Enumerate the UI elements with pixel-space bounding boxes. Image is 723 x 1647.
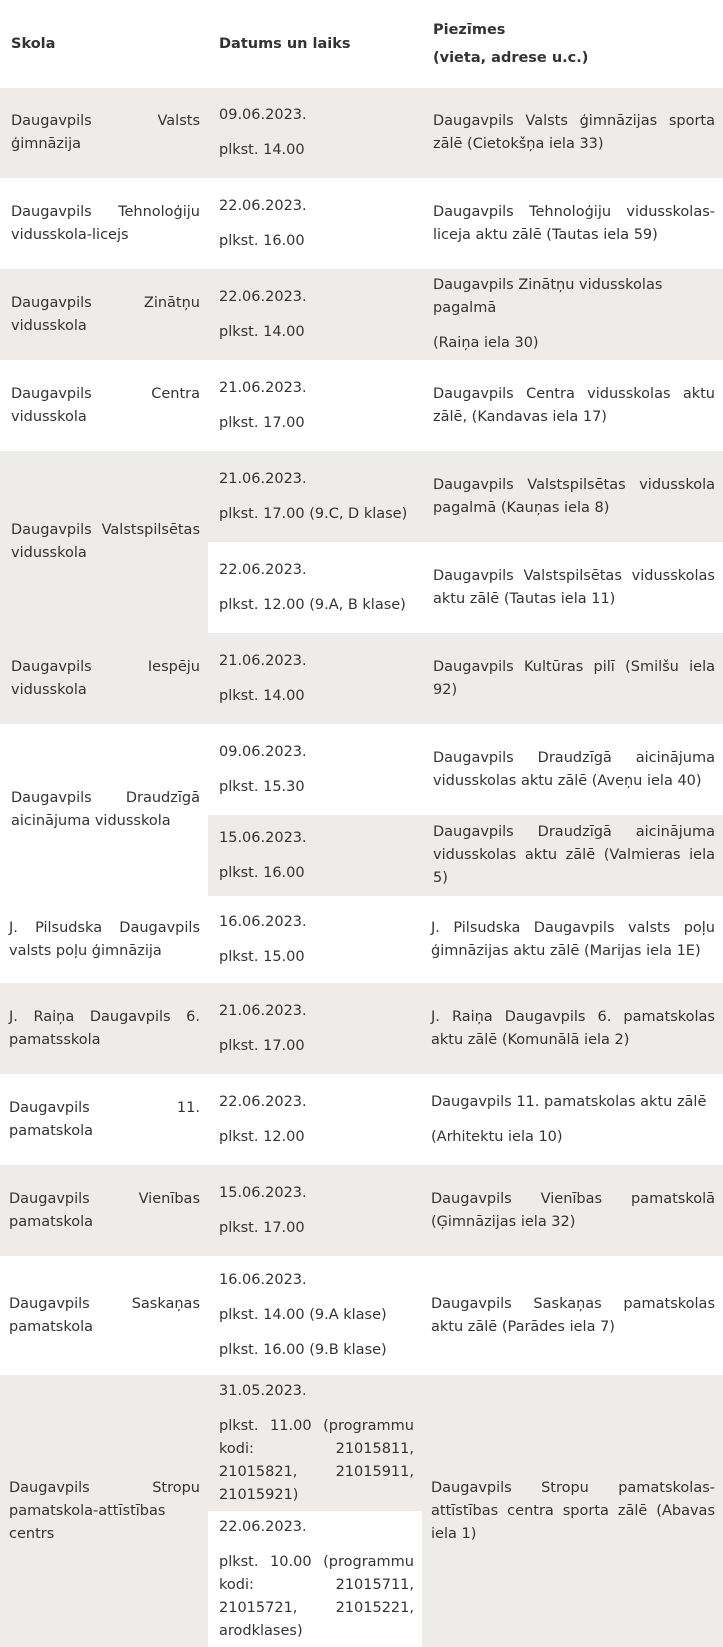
event-date: 09.06.2023. bbox=[219, 743, 307, 760]
table-row bbox=[0, 983, 723, 1074]
school-name: Daugavpils Zinātņu vidusskola bbox=[0, 269, 208, 360]
event-address: (Arhitektu iela 10) bbox=[431, 1128, 563, 1145]
school-name: J. Raiņa Daugavpils 6. pamatsskola bbox=[0, 983, 208, 1074]
event-time: plkst. 16.00 bbox=[219, 864, 305, 881]
event-place: Daugavpils Draudzīgā aicinājuma vidusskolas aktu zālē (Valmieras iela 5) bbox=[422, 815, 723, 896]
event-place: Daugavpils Valstspilsētas vidusskola pagalmā (Kauņas iela 8) bbox=[422, 451, 723, 542]
event-address: (Raiņa iela 30) bbox=[433, 335, 539, 351]
event-date: 22.06.2023. bbox=[219, 561, 307, 578]
table-row bbox=[0, 1074, 723, 1165]
school-name: Daugavpils Draudzīgā aicinājuma vidusskola bbox=[0, 724, 208, 896]
event-time: plkst. 14.00 (9.A klase) bbox=[219, 1307, 387, 1323]
table-row bbox=[0, 451, 723, 542]
event-date: 22.06.2023. bbox=[219, 288, 307, 305]
table-row bbox=[0, 178, 723, 269]
event-place: Daugavpils Valstspilsētas vidusskolas aktu zālē (Tautas iela 11) bbox=[422, 542, 723, 633]
event-time: plkst. 14.00 bbox=[219, 142, 305, 158]
header-notes-subtitle: (vieta, adrese u.c.) bbox=[433, 50, 589, 66]
event-time: plkst. 12.00 (9.A, B klase) bbox=[219, 596, 406, 613]
event-time: plkst. 10.00 (programmu kodi: 21015711, 21015721, 21015221, arodklases) bbox=[219, 1553, 414, 1639]
event-date: 21.06.2023. bbox=[219, 652, 307, 669]
date-time-cell bbox=[208, 88, 422, 178]
header-school: Skola bbox=[11, 36, 56, 52]
table-row bbox=[0, 724, 723, 815]
date-time-cell bbox=[208, 815, 422, 896]
event-time: plkst. 17.00 bbox=[219, 1219, 305, 1236]
event-time: plkst. 11.00 (programmu kodi: 21015811, 21015821, 21015911, 21015921) bbox=[219, 1417, 414, 1503]
event-place: Daugavpils Zinātņu vidusskolas pagalmā bbox=[433, 277, 663, 316]
school-name: Daugavpils Valsts ģimnāzija bbox=[0, 88, 208, 178]
date-time-cell bbox=[208, 724, 422, 815]
date-time-cell bbox=[208, 360, 422, 451]
event-place: Daugavpils Vienības pamatskolā (Ģimnāzijas iela 32) bbox=[422, 1165, 723, 1256]
event-place: Daugavpils Kultūras pilī (Smilšu iela 92) bbox=[422, 633, 723, 724]
school-name: Daugavpils Saskaņas pamatskola bbox=[0, 1256, 208, 1375]
school-name: J. Pilsudska Daugavpils valsts poļu ģimnāzija bbox=[0, 896, 208, 983]
event-date: 16.06.2023. bbox=[219, 913, 307, 930]
school-name: Daugavpils Valstspilsētas vidusskola bbox=[0, 451, 208, 633]
event-date: 22.06.2023. bbox=[219, 1093, 307, 1110]
table-header bbox=[0, 0, 723, 88]
table-row bbox=[0, 269, 723, 360]
date-time-cell bbox=[208, 633, 422, 724]
date-time-cell bbox=[208, 542, 422, 633]
date-time-cell bbox=[208, 1375, 422, 1511]
event-place: Daugavpils Centra vidusskolas aktu zālē, (Kandavas iela 17) bbox=[422, 360, 723, 451]
table-row bbox=[0, 360, 723, 451]
event-time: plkst. 14.00 bbox=[219, 323, 305, 340]
school-name: Daugavpils Iespēju vidusskola bbox=[0, 633, 208, 724]
event-time: plkst. 16.00 (9.B klase) bbox=[219, 1342, 387, 1358]
header-notes bbox=[422, 0, 723, 88]
date-time-cell bbox=[208, 269, 422, 360]
table-row bbox=[0, 88, 723, 178]
event-place: Daugavpils 11. pamatskolas aktu zālē bbox=[431, 1093, 707, 1110]
school-name: Daugavpils Tehnoloģiju vidusskola-licejs bbox=[0, 178, 208, 269]
table-row bbox=[0, 1256, 723, 1375]
school-name: Daugavpils 11. pamatskola bbox=[0, 1074, 208, 1165]
date-time-cell bbox=[208, 178, 422, 269]
date-time-cell bbox=[208, 983, 422, 1074]
event-place: J. Raiņa Daugavpils 6. pamatskolas aktu zālē (Komunālā iela 2) bbox=[422, 983, 723, 1074]
event-place-cell bbox=[422, 1074, 723, 1165]
event-date: 21.06.2023. bbox=[219, 379, 307, 396]
event-date: 22.06.2023. bbox=[219, 197, 307, 214]
event-date: 15.06.2023. bbox=[219, 1184, 307, 1201]
event-time: plkst. 17.00 (9.C, D klase) bbox=[219, 505, 408, 522]
date-time-cell bbox=[208, 1256, 422, 1375]
event-place-cell bbox=[422, 269, 723, 360]
event-date: 21.06.2023. bbox=[219, 470, 307, 487]
event-date: 09.06.2023. bbox=[219, 107, 307, 123]
event-date: 21.06.2023. bbox=[219, 1002, 307, 1019]
table-row bbox=[0, 633, 723, 724]
school-name: Daugavpils Centra vidusskola bbox=[0, 360, 208, 451]
table-row bbox=[0, 896, 723, 983]
date-time-cell bbox=[208, 1511, 422, 1647]
event-date: 16.06.2023. bbox=[219, 1272, 307, 1288]
event-time: plkst. 12.00 bbox=[219, 1128, 305, 1145]
event-time: plkst. 14.00 bbox=[219, 687, 305, 704]
event-time: plkst. 15.00 bbox=[219, 948, 305, 965]
event-place: Daugavpils Saskaņas pamatskolas aktu zālē (Parādes iela 7) bbox=[422, 1256, 723, 1375]
date-time-cell bbox=[208, 1165, 422, 1256]
event-time: plkst. 17.00 bbox=[219, 414, 305, 431]
event-place: Daugavpils Draudzīgā aicinājuma vidusskolas aktu zālē (Aveņu iela 40) bbox=[422, 724, 723, 815]
event-time: plkst. 16.00 bbox=[219, 232, 305, 249]
table-row bbox=[0, 1375, 723, 1511]
school-name: Daugavpils Vienības pamatskola bbox=[0, 1165, 208, 1256]
event-place: Daugavpils Stropu pamatskolas-attīstības centra sporta zālē (Abavas iela 1) bbox=[422, 1375, 723, 1647]
date-time-cell bbox=[208, 451, 422, 542]
header-notes-title: Piezīmes bbox=[433, 22, 506, 38]
header-datetime: Datums un laiks bbox=[219, 36, 351, 52]
event-time: plkst. 17.00 bbox=[219, 1037, 305, 1054]
event-date: 22.06.2023. bbox=[219, 1518, 307, 1535]
date-time-cell bbox=[208, 1074, 422, 1165]
event-place: Daugavpils Valsts ģimnāzijas sporta zālē (Cietokšņa iela 33) bbox=[422, 88, 723, 178]
school-name: Daugavpils Stropu pamatskola-attīstības centrs bbox=[0, 1375, 208, 1647]
event-date: 31.05.2023. bbox=[219, 1382, 307, 1399]
date-time-cell bbox=[208, 896, 422, 983]
event-time: plkst. 15.30 bbox=[219, 778, 305, 795]
event-place: Daugavpils Tehnoloģiju vidusskolas-liceja aktu zālē (Tautas iela 59) bbox=[422, 178, 723, 269]
event-place: J. Pilsudska Daugavpils valsts poļu ģimnāzijas aktu zālē (Marijas iela 1E) bbox=[422, 896, 723, 983]
event-date: 15.06.2023. bbox=[219, 829, 307, 846]
table-row bbox=[0, 1165, 723, 1256]
